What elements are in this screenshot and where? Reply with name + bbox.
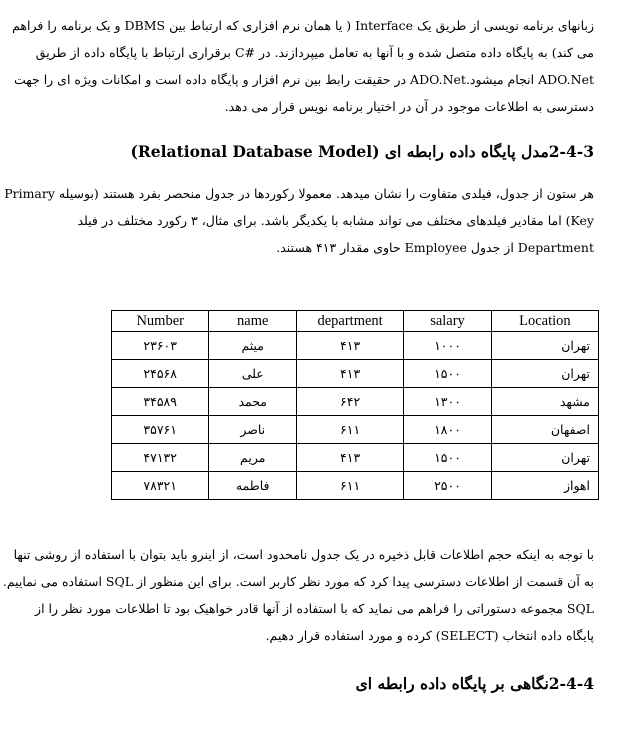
intro-line: دسترسی به اطلاعات موجود در آن در اختیار برنامه نویس قرار می دهد.	[224, 99, 594, 114]
cell-salary: ۲۵۰۰	[404, 472, 492, 500]
table-row	[112, 472, 599, 500]
section-heading-relational-overview: 2-4-4نگاهی بر پایگاه داده رابطه ای	[355, 674, 594, 693]
table-row	[112, 416, 599, 444]
cell-name: مریم	[209, 444, 297, 472]
outro-line: پایگاه داده انتخاب (SELECT) کرده و مورد استفاده قرار دهیم.	[265, 628, 594, 643]
cell-location: تهران	[491, 360, 598, 388]
cell-number: ۲۴۵۶۸	[112, 360, 209, 388]
cell-department: ۶۱۱	[297, 416, 404, 444]
cell-location: تهران	[491, 444, 598, 472]
cell-location: اصفهان	[491, 416, 598, 444]
outro-paragraph	[2, 541, 594, 649]
intro-line: ADO.Net انجام میشود.ADO.Net در حقیقت رابط بین نرم افزار و پایگاه داده است و امکانات ویژه ای را جهت	[13, 72, 594, 87]
column-header-number: Number	[112, 311, 209, 332]
table-row	[112, 360, 599, 388]
cell-salary: ۱۰۰۰	[404, 332, 492, 360]
section1-paragraph	[4, 180, 594, 261]
cell-number: ۴۷۱۳۲	[112, 444, 209, 472]
cell-department: ۴۱۳	[297, 444, 404, 472]
table-row	[112, 444, 599, 472]
intro-line: زبانهای برنامه نویسی از طریق یک Interface ( یا همان نرم افزاری که ارتباط بین DBMS و یک برنامه را فراهم	[12, 18, 594, 33]
cell-number: ۷۸۳۲۱	[112, 472, 209, 500]
column-header-location: Location	[491, 311, 598, 332]
column-header-department: department	[297, 311, 404, 332]
column-header-salary: salary	[404, 311, 492, 332]
table-header-row	[112, 311, 599, 332]
cell-number: ۳۴۵۸۹	[112, 388, 209, 416]
cell-name: ناصر	[209, 416, 297, 444]
column-header-name: name	[209, 311, 297, 332]
table-row	[112, 388, 599, 416]
table-row	[112, 332, 599, 360]
section1-line: Key) اما مقادیر فیلدهای مختلف می تواند مشابه با یکدیگر باشد. برای مثال، ۳ رکورد مختلف در فیلد	[77, 213, 594, 228]
cell-location: مشهد	[491, 388, 598, 416]
cell-department: ۶۴۲	[297, 388, 404, 416]
intro-line: می کند) به پایگاه داده متصل شده و با آنها به تعامل میپردازند. در #C برقراری ارتباط با پایگاه داده از طریق	[35, 45, 594, 60]
section1-line: هر ستون از جدول، فیلدی متفاوت را نشان میدهد. معمولا رکوردها در جدول منحصر بفرد هستند (بوسیله Primary	[4, 186, 594, 201]
employee-table	[111, 310, 599, 500]
outro-line: SQL مجموعه دستوراتی را فراهم می نماید که با استفاده از آنها قادر خواهیک بود تا اطلاعات مورد نظر را از	[35, 601, 594, 616]
cell-number: ۲۳۶۰۳	[112, 332, 209, 360]
cell-department: ۴۱۳	[297, 360, 404, 388]
cell-location: تهران	[491, 332, 598, 360]
cell-salary: ۱۸۰۰	[404, 416, 492, 444]
intro-paragraph	[12, 12, 594, 120]
cell-number: ۳۵۷۶۱	[112, 416, 209, 444]
cell-department: ۶۱۱	[297, 472, 404, 500]
cell-name: فاطمه	[209, 472, 297, 500]
outro-line: به آن قسمت از اطلاعات دسترسی پیدا کرد که مورد نظر کاربر است. برای این منظور از SQL استفاده می نماییم.	[2, 574, 594, 589]
cell-name: علی	[209, 360, 297, 388]
cell-salary: ۱۳۰۰	[404, 388, 492, 416]
cell-name: محمد	[209, 388, 297, 416]
cell-salary: ۱۵۰۰	[404, 360, 492, 388]
cell-department: ۴۱۳	[297, 332, 404, 360]
section1-line: Department از جدول Employee حاوی مقدار ۴۱۳ هستند.	[276, 240, 594, 255]
outro-line: با توجه به اینکه حجم اطلاعات قابل ذخیره در یک جدول نامحدود است، از اینرو باید بتوان با استفاده از روشی تنها	[13, 547, 594, 562]
cell-name: میثم	[209, 332, 297, 360]
section-heading-relational-model: 2-4-3مدل پایگاه داده رابطه ای (Relational Database Model)	[130, 142, 594, 161]
cell-salary: ۱۵۰۰	[404, 444, 492, 472]
cell-location: اهواز	[491, 472, 598, 500]
